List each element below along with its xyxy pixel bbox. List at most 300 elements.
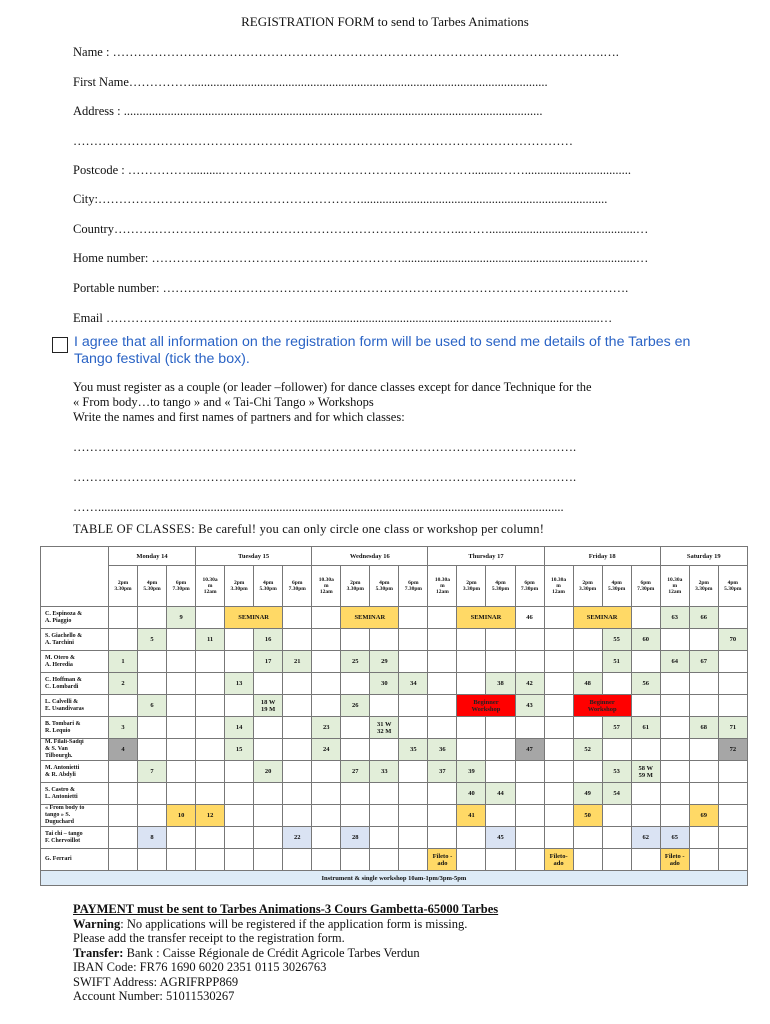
empty-cell [457,739,486,761]
class-cell[interactable]: 7 [138,761,167,783]
empty-cell [341,717,370,739]
empty-cell [544,607,573,629]
form-field[interactable] [73,251,648,266]
time-slot-header: 4pm 5.30pm [718,566,747,607]
empty-cell [602,805,631,827]
empty-cell [457,629,486,651]
class-cell[interactable]: 38 [486,673,515,695]
empty-cell [283,849,312,871]
empty-cell [428,607,457,629]
empty-cell [370,827,399,849]
iban-line: IBAN Code: FR76 1690 6020 2351 0115 3026763 [73,960,327,974]
class-cell[interactable]: 58 W 59 M [631,761,660,783]
empty-cell [631,783,660,805]
field-label: Country [73,222,114,236]
class-cell[interactable]: 6 [138,695,167,717]
time-slot-header: 2pm 3.30pm [225,566,254,607]
partner-line[interactable]: …………………………………………………………………………………………………………. [73,470,577,484]
payment-heading: PAYMENT must be sent to Tarbes Animations-3 Cours Gambetta-65000 Tarbes [73,902,499,916]
form-field[interactable] [73,192,607,207]
class-cell[interactable]: 44 [486,783,515,805]
empty-cell [399,849,428,871]
class-cell[interactable]: 28 [341,827,370,849]
empty-cell [225,651,254,673]
instruction-line: Write the names and first names of partners and for which classes: [73,410,405,424]
empty-cell [689,673,718,695]
class-cell[interactable]: 31 W 32 M [370,717,399,739]
teacher-name: M. Antonietti & R. Abdyli [41,761,109,783]
empty-cell [254,827,283,849]
empty-cell [486,761,515,783]
corner-cell [41,547,109,607]
class-cell[interactable]: 55 [602,629,631,651]
field-dots[interactable]: …………………………………………..............................................................................................… [102,311,613,325]
class-cell[interactable]: SEMINAR [225,607,283,629]
empty-cell [254,805,283,827]
form-field[interactable] [73,281,628,296]
empty-cell [254,717,283,739]
instructions [73,380,713,425]
empty-cell [660,717,689,739]
field-label: Name : [73,45,110,59]
time-slot-header: 10.30a m 12am [428,566,457,607]
empty-cell [399,651,428,673]
class-cell[interactable]: 8 [138,827,167,849]
empty-cell [167,673,196,695]
class-cell[interactable]: 17 [254,651,283,673]
instruction-line: « From body…to tango » and « Tai-Chi Tango » Workshops [73,395,374,409]
empty-cell [196,695,225,717]
form-field[interactable] [73,163,631,178]
empty-cell [718,673,747,695]
empty-cell [486,717,515,739]
empty-cell [138,783,167,805]
empty-cell [399,607,428,629]
empty-cell [138,739,167,761]
swift-line: SWIFT Address: AGRIFRPP869 [73,974,239,989]
time-slot-header: 4pm 5.30pm [138,566,167,607]
empty-cell [312,695,341,717]
warning-line [73,917,733,932]
empty-cell [486,739,515,761]
time-slot-header: 6pm 7.30pm [399,566,428,607]
time-slot-header: 10.30a m 12am [660,566,689,607]
empty-cell [544,761,573,783]
empty-cell [399,805,428,827]
empty-cell [399,761,428,783]
account-line: Account Number: 51011530267 [73,989,235,1003]
empty-cell [689,849,718,871]
field-label: Portable number: [73,281,160,295]
field-dots[interactable]: …………….................................................................................................................. [128,75,548,89]
class-cell[interactable]: 22 [283,827,312,849]
class-cell[interactable]: 5 [138,629,167,651]
empty-cell [341,805,370,827]
empty-cell [138,717,167,739]
empty-cell [196,739,225,761]
empty-cell [544,827,573,849]
teacher-name: S. Giachello & A. Tarchini [41,629,109,651]
teacher-name: M. Filali-Sadqi & S. Van Tilbourgh. [41,739,109,761]
partner-line[interactable]: ……..................................................................................................................................................... [73,500,564,514]
class-cell[interactable]: 65 [660,827,689,849]
empty-cell [544,783,573,805]
transfer-label: Transfer: [73,945,124,960]
class-cell[interactable]: 40 [457,783,486,805]
empty-cell [660,739,689,761]
form-field[interactable] [73,222,648,237]
time-slot-header: 10.30a m 12am [544,566,573,607]
class-cell[interactable]: Fileto- ado [544,849,573,871]
empty-cell [660,629,689,651]
class-cell[interactable]: 54 [602,783,631,805]
empty-cell [718,695,747,717]
class-cell[interactable]: 25 [341,651,370,673]
class-cell[interactable]: 26 [341,695,370,717]
empty-cell [544,695,573,717]
class-cell[interactable]: 23 [312,717,341,739]
consent-checkbox[interactable] [52,337,68,353]
empty-cell [312,761,341,783]
field-dots[interactable]: ……………………………………………………...........................................................................… [148,251,649,265]
teacher-name: « From body to tango » S. Duguchard [41,805,109,827]
empty-cell [283,805,312,827]
day-header: Monday 14 [109,547,196,566]
table-row [41,673,748,695]
class-cell[interactable]: 27 [341,761,370,783]
class-cell[interactable]: 41 [457,805,486,827]
class-cell[interactable]: 43 [515,695,544,717]
class-cell[interactable]: 10 [167,805,196,827]
empty-cell [225,761,254,783]
empty-cell [602,827,631,849]
empty-cell [109,783,138,805]
day-header: Friday 18 [544,547,660,566]
empty-cell [196,849,225,871]
class-cell[interactable]: 56 [631,673,660,695]
class-cell[interactable]: 39 [457,761,486,783]
empty-cell [544,739,573,761]
class-cell[interactable]: 9 [167,607,196,629]
class-cell[interactable]: 16 [254,629,283,651]
field-dots[interactable]: ...................................................................................................................................... [120,104,543,118]
empty-cell [283,717,312,739]
empty-cell [689,827,718,849]
class-cell[interactable]: 50 [573,805,602,827]
field-dots[interactable]: ……….………………………………………………………………...……...............................................… [113,222,649,236]
empty-cell [428,651,457,673]
field-dots[interactable]: ……………..........…………………………………………………….........…….................................. [124,163,631,177]
empty-cell [370,849,399,871]
empty-cell [718,805,747,827]
class-cell[interactable]: 21 [283,651,312,673]
empty-cell [573,717,602,739]
class-cell[interactable]: 57 [602,717,631,739]
empty-cell [167,739,196,761]
class-cell[interactable]: 37 [428,761,457,783]
field-label: Postcode : [73,163,125,177]
form-field[interactable] [73,75,548,90]
empty-cell [312,827,341,849]
empty-cell [428,717,457,739]
time-slot-header: 6pm 7.30pm [515,566,544,607]
warning-label: Warning [73,916,121,931]
class-cell[interactable]: 69 [689,805,718,827]
form-field[interactable] [73,45,619,60]
time-slot-header: 2pm 3.30pm [109,566,138,607]
class-cell[interactable]: 45 [486,827,515,849]
field-label: First Name [73,75,129,89]
time-slot-header: 4pm 5.30pm [254,566,283,607]
time-slot-header: 6pm 7.30pm [631,566,660,607]
class-cell[interactable]: 52 [573,739,602,761]
empty-cell [428,827,457,849]
empty-cell [486,651,515,673]
class-cell[interactable]: 62 [631,827,660,849]
empty-cell [631,739,660,761]
empty-cell [660,783,689,805]
empty-cell [167,761,196,783]
class-cell[interactable]: 47 [515,739,544,761]
empty-cell [515,761,544,783]
field-dots[interactable]: ………………………………………………………………………………………………………… [73,134,573,148]
empty-cell [631,651,660,673]
class-cell[interactable]: 34 [399,673,428,695]
day-header: Tuesday 15 [196,547,312,566]
empty-cell [602,739,631,761]
empty-cell [660,695,689,717]
instruction-line: You must register as a couple (or leader –follower) for dance classes except for dance Technique for the [73,380,592,394]
day-header: Saturday 19 [660,547,747,566]
payment-section [73,902,733,1004]
field-dots[interactable]: …………………………………………………………………………………………………. [159,281,629,295]
class-cell[interactable]: 15 [225,739,254,761]
time-slot-header: 2pm 3.30pm [689,566,718,607]
empty-cell [718,761,747,783]
table-heading: TABLE OF CLASSES: Be careful! you can only circle one class or workshop per column! [73,522,545,536]
empty-cell [544,651,573,673]
partner-line[interactable]: …………………………………………………………………………………………………………. [73,440,577,454]
empty-cell [370,629,399,651]
empty-cell [283,783,312,805]
class-cell[interactable]: SEMINAR [457,607,515,629]
empty-cell [399,827,428,849]
empty-cell [167,783,196,805]
empty-cell [486,629,515,651]
empty-cell [312,783,341,805]
class-cell[interactable]: 48 [573,673,602,695]
table-row [41,805,748,827]
class-cell[interactable]: SEMINAR [573,607,631,629]
empty-cell [254,849,283,871]
class-cell[interactable]: 46 [515,607,544,629]
empty-cell [718,607,747,629]
class-cell[interactable]: 20 [254,761,283,783]
empty-cell [341,739,370,761]
form-field[interactable] [73,134,573,149]
time-slot-header: 2pm 3.30pm [341,566,370,607]
empty-cell [196,673,225,695]
time-slot-header: 4pm 5.30pm [602,566,631,607]
teacher-name: L. Calvelli & E. Usandivaras [41,695,109,717]
class-cell[interactable]: 51 [602,651,631,673]
class-cell[interactable]: 24 [312,739,341,761]
class-cell[interactable]: 66 [689,607,718,629]
table-row [41,739,748,761]
class-cell[interactable]: 35 [399,739,428,761]
form-field[interactable] [73,311,612,326]
empty-cell [544,629,573,651]
empty-cell [196,607,225,629]
empty-cell [515,651,544,673]
class-cell[interactable]: 14 [225,717,254,739]
empty-cell [225,849,254,871]
class-cell[interactable]: Fileto - ado [428,849,457,871]
empty-cell [457,673,486,695]
empty-cell [341,783,370,805]
empty-cell [573,761,602,783]
empty-cell [138,607,167,629]
field-label: Address : [73,104,121,118]
empty-cell [109,805,138,827]
table-row [41,849,748,871]
empty-cell [515,783,544,805]
time-slot-header: 10.30a m 12am [196,566,225,607]
empty-cell [544,805,573,827]
field-label: Home number: [73,251,149,265]
class-cell[interactable]: 70 [718,629,747,651]
empty-cell [573,651,602,673]
class-cell[interactable]: Beginner Workshop [573,695,631,717]
empty-cell [515,717,544,739]
empty-cell [544,717,573,739]
empty-cell [254,739,283,761]
class-cell[interactable]: 61 [631,717,660,739]
class-cell[interactable]: 11 [196,629,225,651]
empty-cell [689,761,718,783]
class-cell[interactable]: 18 W 19 M [254,695,283,717]
empty-cell [544,673,573,695]
empty-cell [457,651,486,673]
form-title: REGISTRATION FORM to send to Tarbes Animations [241,14,529,29]
field-label: Email [73,311,103,325]
empty-cell [196,717,225,739]
empty-cell [660,761,689,783]
class-cell[interactable]: 12 [196,805,225,827]
class-cell[interactable]: 71 [718,717,747,739]
empty-cell [718,783,747,805]
class-cell[interactable]: SEMINAR [341,607,399,629]
teacher-name: M. Otero & A. Heredia [41,651,109,673]
empty-cell [428,805,457,827]
transfer-text: Bank : Caisse Régionale de Crédit Agricole Tarbes Verdun [123,945,420,960]
empty-cell [254,783,283,805]
time-slot-header: 2pm 3.30pm [573,566,602,607]
class-cell[interactable]: 1 [109,651,138,673]
table-footer: Instrument & single workshop 10am-1pm/3pm-5pm [41,871,748,886]
empty-cell [399,695,428,717]
receipt-line: Please add the transfer receipt to the registration form. [73,931,345,945]
class-cell[interactable]: Beginner Workshop [457,695,515,717]
class-cell[interactable]: 53 [602,761,631,783]
empty-cell [283,673,312,695]
teacher-name: B. Tombari & R. Lequio [41,717,109,739]
empty-cell [689,629,718,651]
empty-cell [399,783,428,805]
empty-cell [109,607,138,629]
empty-cell [167,629,196,651]
empty-cell [167,849,196,871]
empty-cell [283,607,312,629]
warning-text: : No applications will be registered if the application form is missing. [120,916,468,931]
empty-cell [341,673,370,695]
empty-cell [109,629,138,651]
empty-cell [370,695,399,717]
empty-cell [428,783,457,805]
empty-cell [515,827,544,849]
empty-cell [689,739,718,761]
class-cell[interactable]: 42 [515,673,544,695]
field-label: City: [73,192,99,206]
form-field[interactable] [73,104,542,119]
class-cell[interactable]: Fileto - ado [660,849,689,871]
class-cell[interactable]: 67 [689,651,718,673]
class-cell[interactable]: 3 [109,717,138,739]
class-cell[interactable]: 29 [370,651,399,673]
field-dots[interactable]: ……………………………………………………………………………………………………….…. [109,45,619,59]
time-slot-header: 4pm 5.30pm [486,566,515,607]
class-cell[interactable]: 30 [370,673,399,695]
empty-cell [689,695,718,717]
empty-cell [312,849,341,871]
class-cell[interactable]: 33 [370,761,399,783]
class-cell[interactable]: 60 [631,629,660,651]
classes-table [40,546,748,886]
day-header: Thursday 17 [428,547,544,566]
field-dots[interactable]: ………………………………………………………............................................................................... [98,192,608,206]
empty-cell [283,761,312,783]
table-row [41,783,748,805]
class-cell[interactable]: 2 [109,673,138,695]
teacher-name: S. Castro & L. Antonietti [41,783,109,805]
teacher-name: C. Hoffman & C. Lombardi [41,673,109,695]
empty-cell [631,607,660,629]
class-cell[interactable]: 36 [428,739,457,761]
empty-cell [167,695,196,717]
table-row [41,695,748,717]
empty-cell [138,651,167,673]
empty-cell [312,673,341,695]
class-cell[interactable]: 4 [109,739,138,761]
empty-cell [312,629,341,651]
class-cell[interactable]: 68 [689,717,718,739]
class-cell[interactable]: 72 [718,739,747,761]
class-cell[interactable]: 63 [660,607,689,629]
time-slot-header: 10.30a m 12am [312,566,341,607]
empty-cell [370,805,399,827]
table-row [41,629,748,651]
empty-cell [457,849,486,871]
transfer-line [73,946,733,961]
class-cell[interactable]: 64 [660,651,689,673]
empty-cell [515,849,544,871]
teacher-name: C. Espinoza & A. Piaggio [41,607,109,629]
empty-cell [602,673,631,695]
empty-cell [631,849,660,871]
class-cell[interactable]: 49 [573,783,602,805]
class-cell[interactable]: 13 [225,673,254,695]
empty-cell [631,805,660,827]
